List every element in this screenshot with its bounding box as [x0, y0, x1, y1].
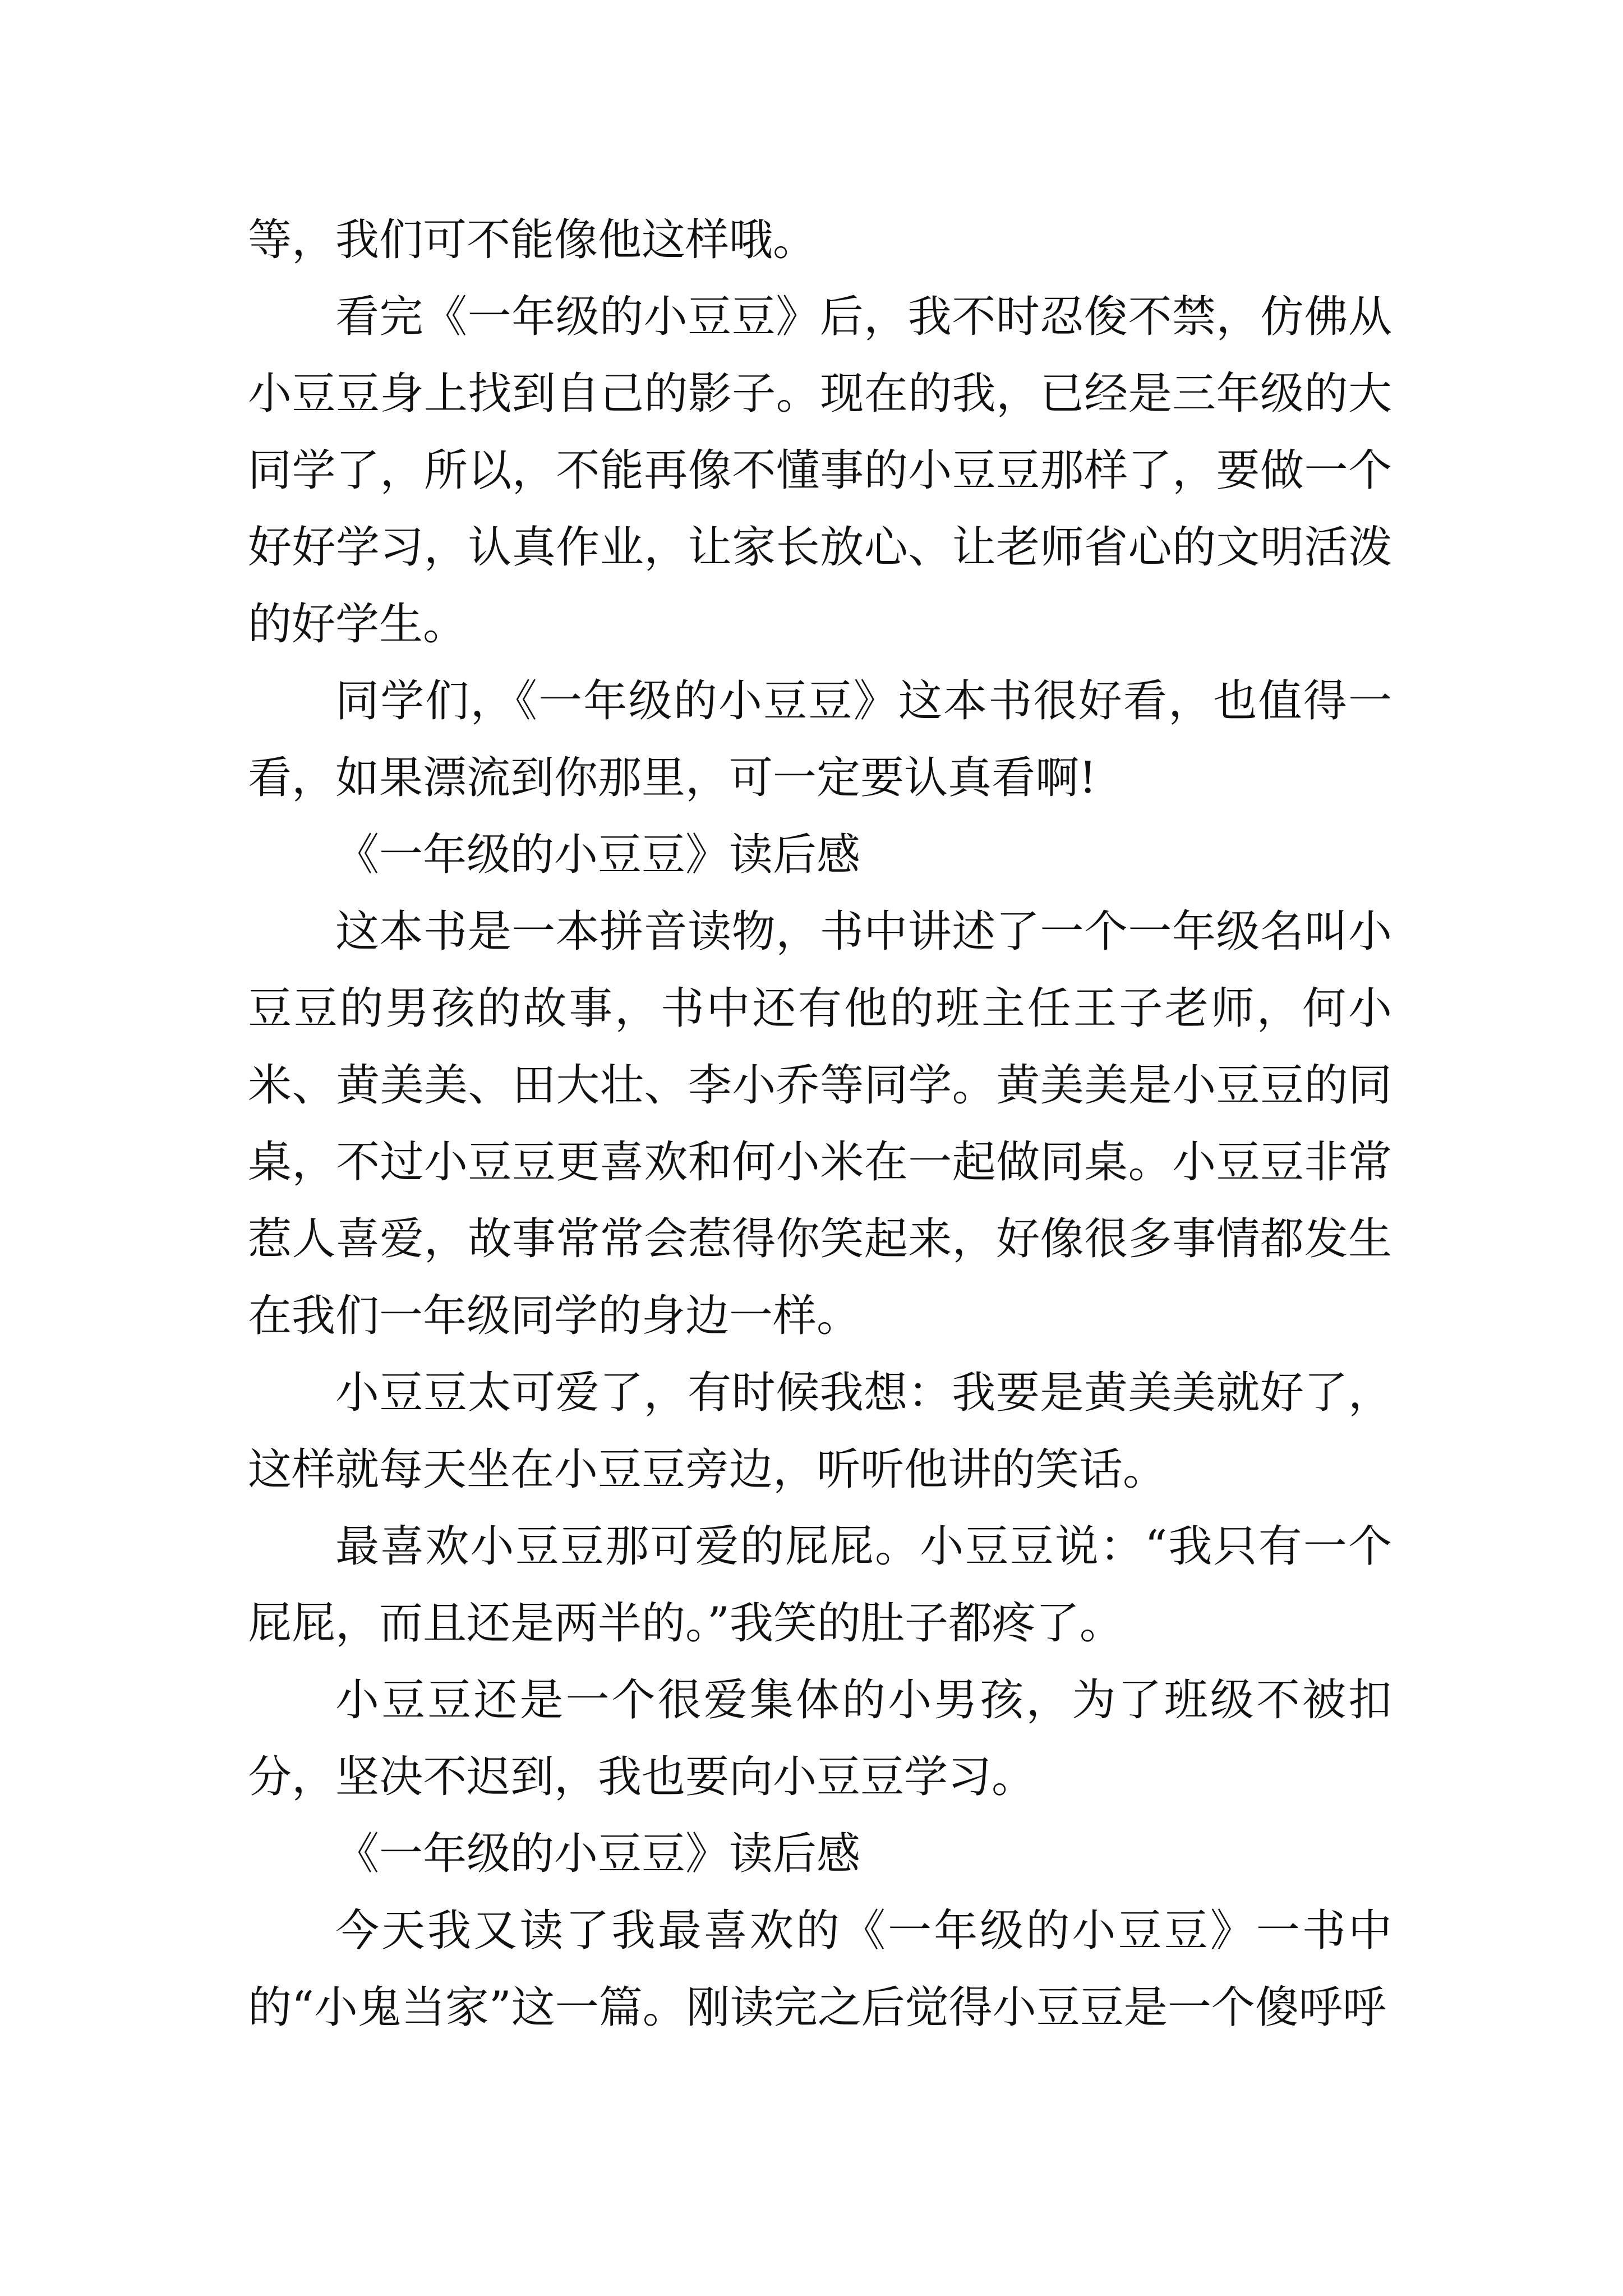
- paragraph-truncated: 今天我又读了我最喜欢的《一年级的小豆豆》一书中的“小鬼当家”这一篇。刚读完之后觉得小豆豆是一个傻呼呼: [248, 1906, 1392, 2033]
- paragraph-continued: 等，我们可不能像他这样哦。: [248, 215, 817, 265]
- paragraph: 看完《一年级的小豆豆》后，我不时忍俊不禁，仿佛从小豆豆身上找到自己的影子。现在的我，已经是三年级的大同学了，所以，不能再像不懂事的小豆豆那样了，要做一个好好学习，认真作业，让家长放心、让老师省心的文明活泼的好学生。: [248, 292, 1392, 650]
- paragraph: 小豆豆还是一个很爱集体的小男孩，为了班级不被扣分，坚决不迟到，我也要向小豆豆学习。: [248, 1675, 1392, 1802]
- section-heading: 《一年级的小豆豆》读后感: [335, 1829, 861, 1879]
- paragraph: 最喜欢小豆豆那可爱的屁屁。小豆豆说：“我只有一个屁屁，而且还是两半的。”我笑的肚子都疼了。: [248, 1521, 1392, 1649]
- paragraph: 同学们，《一年级的小豆豆》这本书很好看，也值得一看，如果漂流到你那里，可一定要认真看啊!: [248, 676, 1392, 803]
- paragraph: 小豆豆太可爱了，有时候我想：我要是黄美美就好了，这样就每天坐在小豆豆旁边，听听他讲的笑话。: [248, 1368, 1392, 1495]
- section-heading: 《一年级的小豆豆》读后感: [335, 830, 861, 880]
- paragraph: 这本书是一本拼音读物，书中讲述了一个一年级名叫小豆豆的男孩的故事，书中还有他的班主任王子老师，何小米、黄美美、田大壮、李小乔等同学。黄美美是小豆豆的同桌，不过小豆豆更喜欢和何小米在一起做同桌。小豆豆非常惹人喜爱，故事常常会惹得你笑起来，好像很多事情都发生在我们一年级同学的身边一样。: [248, 907, 1392, 1341]
- document-body: [248, 202, 1392, 2046]
